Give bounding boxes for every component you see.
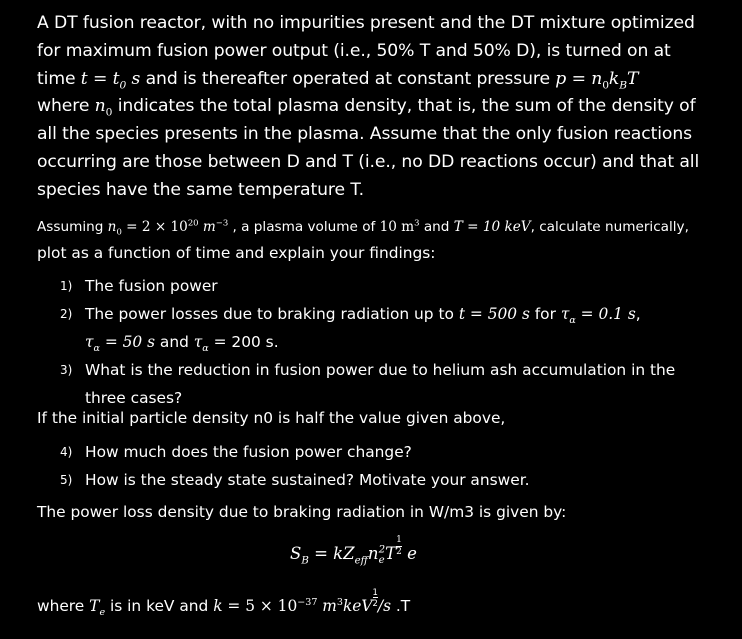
list-item-number: 2) xyxy=(60,307,73,321)
list-item-number: 4) xyxy=(60,445,73,459)
assumption-line-2: plot as a function of time and explain your findings: xyxy=(37,244,436,262)
assumption-line-1: Assuming $n_0 = 2 \times 10^{20}$ $m^{-3}$ , a plasma volume of 10 $m^3$ and T = 10 keV, calculate numerically, xyxy=(37,217,689,237)
task-list-part-b xyxy=(37,438,707,494)
problem-introduction xyxy=(37,10,707,205)
intro-line-1: A DT fusion reactor, with no impurities present and the DT mixture optimized xyxy=(37,13,695,33)
list-item: 3) What is the reduction in fusion power due to helium ash accumulation in the three cases? xyxy=(37,356,707,412)
constant-definition: where $T_e$ is in keV and $k = 5 \times 10^{-37}$ $m^3keV$ $\frac{1}{2}$ /s .T xyxy=(37,587,411,619)
initial-density-note: If the initial particle density n0 is half the value given above, xyxy=(37,409,506,427)
list-item: 4) How much does the fusion power change? xyxy=(37,438,707,466)
list-item: 2) The power losses due to braking radiation up to t = 500 s for $\tau_\alpha = 0.1$ s, $\tau_\alpha = 50$ s and $\tau_\alpha = 200$ s. xyxy=(37,300,707,356)
braking-radiation-formula: $S_B = kZ_{eff}n_e^2T$ $\frac{1}{2}$ e xyxy=(290,535,417,567)
intro-line-5: all the species presents in the plasma. Assume that the only fusion reactions xyxy=(37,124,692,145)
list-item: 5) How is the steady state sustained? Motivate your answer. xyxy=(37,466,707,494)
assumption-paragraph xyxy=(37,214,709,266)
task-list-part-a xyxy=(37,272,707,412)
intro-line-4: where $n_0$ indicates the total plasma density, that is, the sum of the density of xyxy=(37,96,696,119)
intro-line-6: occurring are those between D and T (i.e., no DD reactions occur) and that all xyxy=(37,151,700,172)
intro-line-7: species have the same temperature T. xyxy=(37,179,365,200)
intro-line-2: for maximum fusion power output (i.e., 50% T and 50% D), is turned on at xyxy=(37,40,671,61)
power-loss-note: The power loss density due to braking radiation in W/m3 is given by: xyxy=(37,503,567,521)
list-item-number: 5) xyxy=(60,473,73,487)
list-item: 1) The fusion power xyxy=(37,272,707,300)
list-item-number: 3) xyxy=(60,363,73,377)
list-item-number: 1) xyxy=(60,279,73,293)
intro-line-3: time $t = t_0$ s and is thereafter operated at constant pressure $p = n_0k_BT$ xyxy=(37,68,639,92)
